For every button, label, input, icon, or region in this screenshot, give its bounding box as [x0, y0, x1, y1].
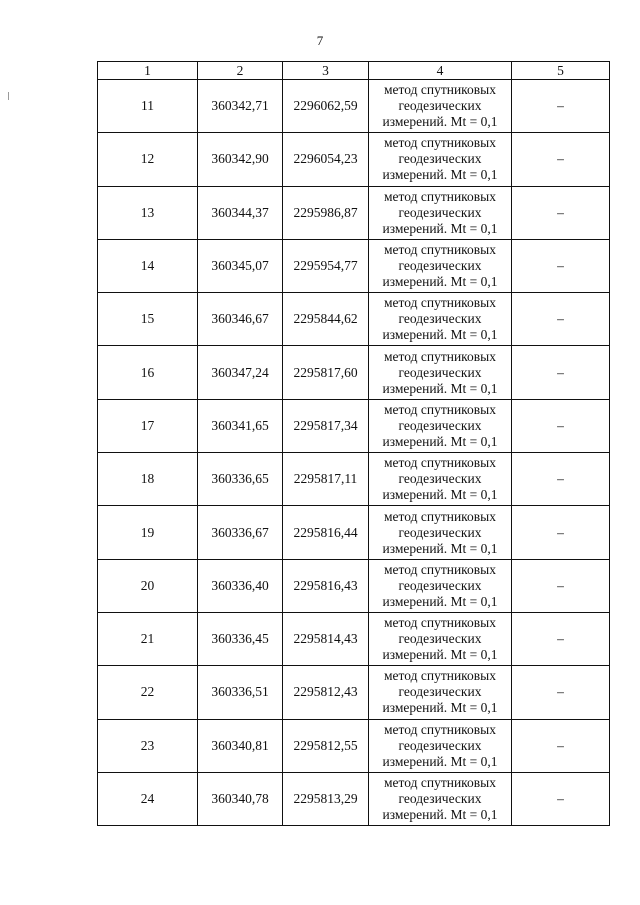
method-line: метод спутниковых [384, 668, 496, 684]
x-coordinate-cell: 360336,40 [198, 559, 283, 612]
note-cell: – [512, 719, 610, 772]
y-coordinate-cell: 2295812,55 [283, 719, 369, 772]
method-line: геодезических [398, 98, 482, 114]
x-coordinate-cell: 360342,90 [198, 133, 283, 186]
point-number-cell: 11 [98, 80, 198, 133]
method-line: метод спутниковых [384, 401, 496, 417]
method-line: метод спутниковых [384, 188, 496, 204]
x-coordinate-cell: 360341,65 [198, 399, 283, 452]
x-coordinate-cell: 360336,65 [198, 453, 283, 506]
point-number-cell: 18 [98, 453, 198, 506]
method-line: метод спутниковых [384, 455, 496, 471]
note-cell: – [512, 559, 610, 612]
x-coordinate-cell: 360345,07 [198, 239, 283, 292]
y-coordinate-cell: 2296062,59 [283, 80, 369, 133]
y-coordinate-cell: 2295816,43 [283, 559, 369, 612]
note-cell: – [512, 346, 610, 399]
coordinates-table [97, 61, 610, 826]
method-line: геодезических [398, 684, 482, 700]
method-line: метод спутниковых [384, 82, 496, 98]
x-coordinate-cell: 360340,81 [198, 719, 283, 772]
table-row [98, 293, 610, 346]
method-line: метод спутниковых [384, 295, 496, 311]
table-row [98, 133, 610, 186]
x-coordinate-cell: 360336,51 [198, 666, 283, 719]
method-line: измерений. Mt = 0,1 [382, 274, 498, 290]
point-number-cell: 19 [98, 506, 198, 559]
point-number-cell: 15 [98, 293, 198, 346]
method-cell [369, 399, 512, 452]
y-coordinate-cell: 2295817,34 [283, 399, 369, 452]
table-row [98, 453, 610, 506]
x-coordinate-cell: 360336,45 [198, 612, 283, 665]
method-line: геодезических [398, 417, 482, 433]
method-cell [369, 293, 512, 346]
column-header-3: 3 [283, 62, 369, 80]
x-coordinate-cell: 360347,24 [198, 346, 283, 399]
table-row [98, 612, 610, 665]
y-coordinate-cell: 2295817,11 [283, 453, 369, 506]
method-cell [369, 80, 512, 133]
method-cell [369, 133, 512, 186]
note-cell: – [512, 399, 610, 452]
note-cell: – [512, 612, 610, 665]
method-cell [369, 772, 512, 825]
method-cell [369, 346, 512, 399]
x-coordinate-cell: 360340,78 [198, 772, 283, 825]
point-number-cell: 14 [98, 239, 198, 292]
point-number-cell: 20 [98, 559, 198, 612]
y-coordinate-cell: 2295816,44 [283, 506, 369, 559]
note-cell: – [512, 80, 610, 133]
method-line: измерений. Mt = 0,1 [382, 807, 498, 822]
method-line: измерений. Mt = 0,1 [382, 327, 498, 343]
method-line: измерений. Mt = 0,1 [382, 540, 498, 556]
column-header-5: 5 [512, 62, 610, 80]
method-line: метод спутниковых [384, 242, 496, 258]
method-cell [369, 239, 512, 292]
margin-mark [8, 92, 9, 100]
table-row [98, 239, 610, 292]
note-cell: – [512, 666, 610, 719]
method-line: метод спутниковых [384, 508, 496, 524]
table-row [98, 772, 610, 825]
point-number-cell: 24 [98, 772, 198, 825]
method-line: измерений. Mt = 0,1 [382, 380, 498, 396]
note-cell: – [512, 772, 610, 825]
table-row [98, 399, 610, 452]
point-number-cell: 12 [98, 133, 198, 186]
point-number-cell: 16 [98, 346, 198, 399]
point-number-cell: 17 [98, 399, 198, 452]
y-coordinate-cell: 2295954,77 [283, 239, 369, 292]
table-row [98, 559, 610, 612]
method-line: метод спутниковых [384, 721, 496, 737]
method-cell [369, 559, 512, 612]
method-line: метод спутниковых [384, 775, 496, 790]
point-number-cell: 22 [98, 666, 198, 719]
method-line: измерений. Mt = 0,1 [382, 753, 498, 769]
method-line: метод спутниковых [384, 561, 496, 577]
column-header-4: 4 [369, 62, 512, 80]
method-line: измерений. Mt = 0,1 [382, 167, 498, 183]
method-cell [369, 719, 512, 772]
y-coordinate-cell: 2296054,23 [283, 133, 369, 186]
method-line: геодезических [398, 258, 482, 274]
method-line: измерений. Mt = 0,1 [382, 433, 498, 449]
table-row [98, 80, 610, 133]
method-line: геодезических [398, 311, 482, 327]
table-row [98, 666, 610, 719]
y-coordinate-cell: 2295814,43 [283, 612, 369, 665]
table-header-row [98, 62, 610, 80]
note-cell: – [512, 453, 610, 506]
method-cell [369, 453, 512, 506]
method-line: геодезических [398, 471, 482, 487]
table-row [98, 719, 610, 772]
method-cell [369, 612, 512, 665]
point-number-cell: 13 [98, 186, 198, 239]
note-cell: – [512, 133, 610, 186]
y-coordinate-cell: 2295817,60 [283, 346, 369, 399]
table-row [98, 346, 610, 399]
table-row [98, 186, 610, 239]
table-row [98, 506, 610, 559]
y-coordinate-cell: 2295812,43 [283, 666, 369, 719]
method-cell [369, 666, 512, 719]
note-cell: – [512, 186, 610, 239]
column-header-2: 2 [198, 62, 283, 80]
method-line: измерений. Mt = 0,1 [382, 593, 498, 609]
point-number-cell: 23 [98, 719, 198, 772]
y-coordinate-cell: 2295986,87 [283, 186, 369, 239]
note-cell: – [512, 506, 610, 559]
method-line: геодезических [398, 524, 482, 540]
note-cell: – [512, 239, 610, 292]
note-cell: – [512, 293, 610, 346]
method-line: геодезических [398, 364, 482, 380]
y-coordinate-cell: 2295813,29 [283, 772, 369, 825]
x-coordinate-cell: 360342,71 [198, 80, 283, 133]
method-line: геодезических [398, 204, 482, 220]
method-line: измерений. Mt = 0,1 [382, 487, 498, 503]
method-line: измерений. Mt = 0,1 [382, 220, 498, 236]
point-number-cell: 21 [98, 612, 198, 665]
method-line: измерений. Mt = 0,1 [382, 114, 498, 130]
method-line: геодезических [398, 737, 482, 753]
method-line: геодезических [398, 631, 482, 647]
table-body [98, 80, 610, 826]
method-line: геодезических [398, 151, 482, 167]
method-line: геодезических [398, 577, 482, 593]
method-line: метод спутниковых [384, 348, 496, 364]
method-cell [369, 506, 512, 559]
page-number: 7 [316, 33, 324, 48]
x-coordinate-cell: 360336,67 [198, 506, 283, 559]
method-line: метод спутниковых [384, 135, 496, 151]
x-coordinate-cell: 360346,67 [198, 293, 283, 346]
x-coordinate-cell: 360344,37 [198, 186, 283, 239]
y-coordinate-cell: 2295844,62 [283, 293, 369, 346]
method-cell [369, 186, 512, 239]
method-line: измерений. Mt = 0,1 [382, 647, 498, 663]
method-line: измерений. Mt = 0,1 [382, 700, 498, 716]
method-line: метод спутниковых [384, 615, 496, 631]
column-header-1: 1 [98, 62, 198, 80]
method-line: геодезических [398, 791, 482, 806]
